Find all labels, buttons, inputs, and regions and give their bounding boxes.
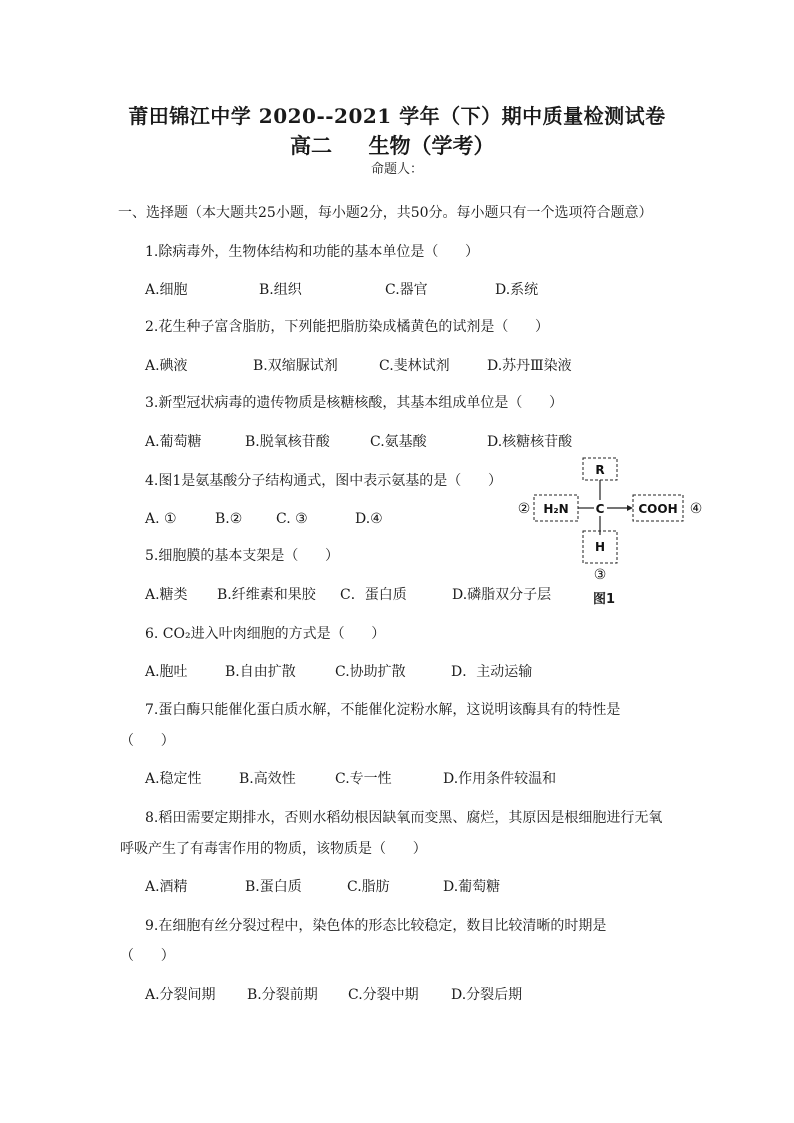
option-a: A.稳定性 <box>145 771 202 787</box>
option-c: C．蛋白质 <box>340 587 407 603</box>
question-3-options <box>145 433 595 451</box>
question-3-stem: 3.新型冠状病毒的遗传物质是核糖核酸，其基本组成单位是（ ） <box>145 395 564 411</box>
option-b: B.② <box>215 511 243 527</box>
r-group-label: R <box>595 463 605 477</box>
option-a: A.细胞 <box>145 282 188 298</box>
alpha-carbon-label: C <box>595 502 605 516</box>
amino-acid-structure-figure <box>512 456 712 608</box>
question-8-stem-continued: 呼吸产生了有毒害作用的物质，该物质是（ ） <box>120 841 427 857</box>
figure-caption: 图1 <box>593 592 616 607</box>
option-a: A.胞吐 <box>145 664 188 680</box>
option-c: C.协助扩散 <box>335 664 406 680</box>
option-b: B.分裂前期 <box>247 987 318 1003</box>
question-7-stem: 7.蛋白酶只能催化蛋白质水解，不能催化淀粉水解，这说明该酶具有的特性是 <box>145 702 621 718</box>
option-b: B.蛋白质 <box>245 879 302 895</box>
option-d: D.系统 <box>495 282 539 298</box>
arrowhead <box>627 505 633 511</box>
option-c: C.氨基酸 <box>370 434 427 450</box>
question-7-stem-continued: （ ） <box>120 733 175 749</box>
section-heading: 一、选择题（本大题共25小题，每小题2分，共50分。每小题只有一个选项符合题意） <box>118 205 653 221</box>
option-b: B.组织 <box>259 282 302 298</box>
question-2-options <box>145 357 595 375</box>
question-1-stem: 1.除病毒外，生物体结构和功能的基本单位是（ ） <box>145 244 480 260</box>
author-line: 命题人： <box>370 162 423 177</box>
option-d: D.作用条件较温和 <box>443 771 557 787</box>
amino-group-label: H₂N <box>543 502 569 516</box>
question-5-stem: 5.细胞膜的基本支架是（ ） <box>145 548 340 564</box>
option-d: D.核糖核苷酸 <box>487 434 573 450</box>
option-c: C.分裂中期 <box>348 987 419 1003</box>
marker-3: ③ <box>593 567 607 583</box>
option-a: A. ① <box>145 511 177 527</box>
option-b: B.自由扩散 <box>225 664 296 680</box>
option-d: D.葡萄糖 <box>443 879 501 895</box>
question-9-options <box>145 986 585 1004</box>
hydrogen-label: H <box>594 540 606 554</box>
question-9-stem: 9.在细胞有丝分裂过程中，染色体的形态比较稳定，数目比较清晰的时期是 <box>145 918 607 934</box>
question-8-options <box>145 878 585 896</box>
question-4-options <box>145 510 405 528</box>
option-c: C.斐林试剂 <box>379 358 450 374</box>
option-a: A.糖类 <box>145 587 188 603</box>
option-a: A.碘液 <box>145 358 188 374</box>
option-d: D.苏丹Ⅲ染液 <box>487 358 572 374</box>
option-d: D.磷脂双分子层 <box>452 587 552 603</box>
exam-subtitle: 高二 生物（学考） <box>290 133 495 158</box>
amino-acid-diagram <box>512 456 712 586</box>
carboxyl-group-label: COOH <box>638 502 678 516</box>
option-a: A.葡萄糖 <box>145 434 202 450</box>
option-c: C.器官 <box>385 282 428 298</box>
option-c: C.脂肪 <box>347 879 390 895</box>
question-6-stem: 6. CO₂进入叶肉细胞的方式是（ ） <box>145 626 386 642</box>
option-d: D．主动运输 <box>451 664 533 680</box>
option-a: A.分裂间期 <box>145 987 216 1003</box>
question-8-stem: 8.稻田需要定期排水，否则水稻幼根因缺氧而变黑、腐烂，其原因是根细胞进行无氧 <box>145 810 663 826</box>
question-7-options <box>145 770 585 788</box>
marker-4: ④ <box>689 501 703 517</box>
question-2-stem: 2.花生种子富含脂肪，下列能把脂肪染成橘黄色的试剂是（ ） <box>145 319 550 335</box>
marker-2: ② <box>517 501 531 517</box>
question-4-stem: 4.图1是氨基酸分子结构通式，图中表示氨基的是（ ） <box>145 473 502 489</box>
option-b: B.纤维素和果胶 <box>217 587 316 603</box>
option-b: B.双缩脲试剂 <box>253 358 338 374</box>
question-9-stem-continued: （ ） <box>120 948 175 964</box>
option-c: C.专一性 <box>335 771 392 787</box>
option-a: A.酒精 <box>145 879 188 895</box>
question-1-options <box>145 281 565 299</box>
exam-title: 莆田锦江中学 2020--2021 学年（下）期中质量检测试卷 <box>128 104 666 128</box>
option-d: D.④ <box>355 511 383 527</box>
question-6-options <box>145 663 585 681</box>
option-b: B.高效性 <box>239 771 296 787</box>
option-b: B.脱氧核苷酸 <box>245 434 330 450</box>
option-d: D.分裂后期 <box>451 987 523 1003</box>
option-c: C. ③ <box>276 511 308 527</box>
